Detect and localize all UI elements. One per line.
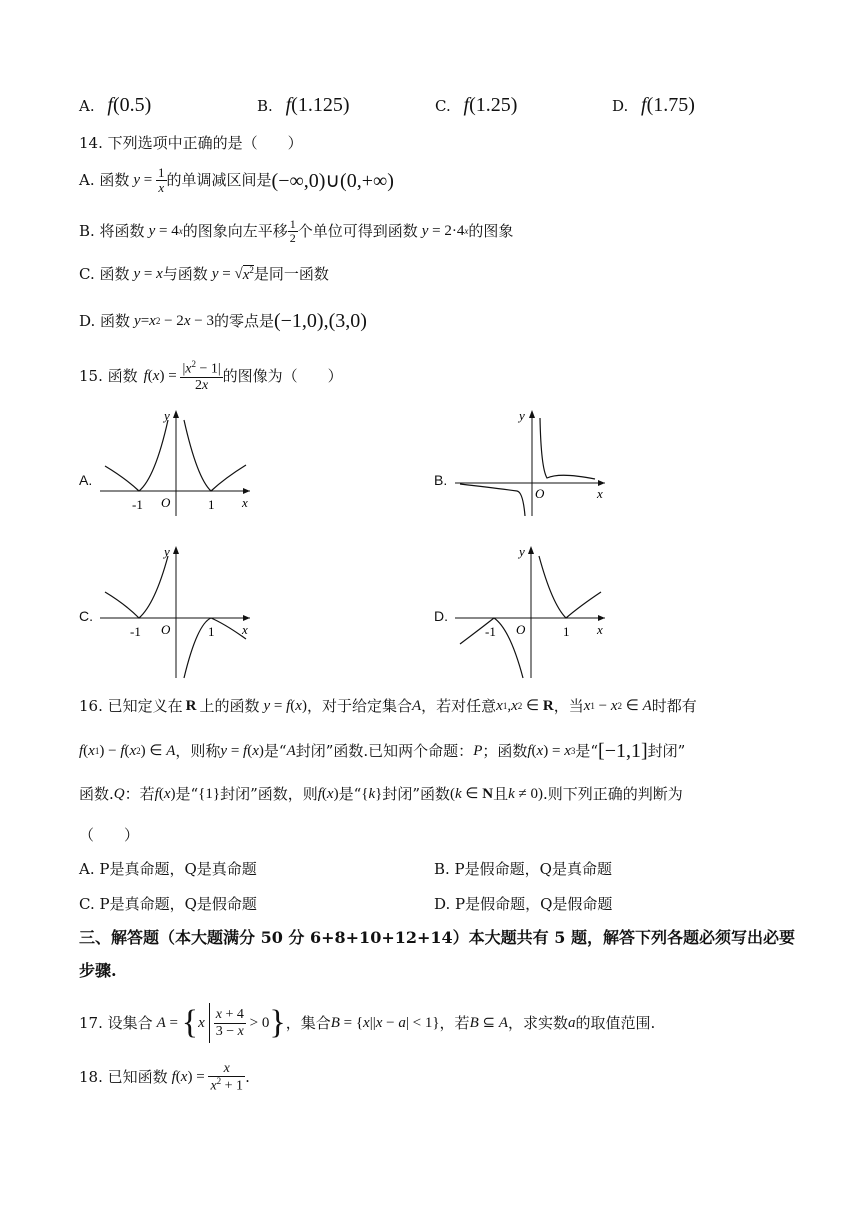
graph-d [455,544,615,680]
y-axis-label: y [519,408,525,423]
x-axis-label: x [242,495,248,510]
q13-option-a: A. f(0.5) [79,94,152,116]
option-label: D. [612,97,629,115]
option-value: 1.75 [653,94,689,116]
graph-a-label: A. [79,472,93,488]
graph-b-label: B. [434,472,448,488]
y-axis-label: y [164,544,170,559]
x-axis-label: x [597,486,603,501]
graph-b [455,408,615,518]
q18: 18. 已知函数 f ( x ) = $\frac{x}{x^2 + 1}$ . [79,1061,250,1095]
section-3-heading-cont: 步骤. [79,961,117,980]
q16-line-1: 16. 已知定义在 R 上的函数 y = f ( x ) ，对于给定集合 A ，若对任意 x 1 , x 2 ∈ R ，当 x 1 − x 2 ∈ A 时都有 [79,697,697,715]
option-label: B. [257,97,273,115]
q16-option-a: A. P是真命题，Q是真命题 [79,860,257,878]
section-3-heading: 三、解答题（本大题满分 50 分 6+8+10+12+14）本大题共有 5 题，解答下列各题必须写出必要 [79,928,795,947]
graph-c [100,544,260,680]
q15-stem: 15. 函数 f ( x ) = $\frac{|x^2 - 1|}{2x}$ 的图像为（ ） [79,359,343,394]
graph-d-label: D. [434,608,448,624]
x-axis-label: x [597,622,603,637]
q14-stem: 14. 下列选项中正确的是（ ） [79,134,303,152]
option-label: A. [79,97,95,115]
q16-line-2: f ( x 1 ) − f ( x 2 ) ∈ A ，则称 y = f ( x ) 是“ A 封闭”函数.已知两个命题： P ；函数 f ( x ) = x 3 是“ [−1,1] 封闭” [79,740,686,762]
q14-option-a: A. 函数 y = $\frac{1}{x}$ 的单调减区间是 (−∞,0)∪(0,+∞) [79,165,394,196]
q13-option-c: C. f(1.25) [435,94,518,116]
q16-line-3: 函数. Q ：若 f ( x ) 是“ {1} 封闭”函数，则 f ( x ) 是“ { k } 封闭”函数 ( k ∈ N 且 k ≠ 0) .则下列正确的判断为 [79,785,683,803]
tick-1: 1 [208,624,215,639]
q13-option-d: D. f(1.75) [612,94,695,116]
option-label: C. [435,97,451,115]
option-value: 1.25 [475,94,511,116]
q16-line-4: （ ） [79,826,140,844]
option-value: 0.5 [119,94,145,116]
origin-label: O [516,622,526,637]
tick-1: 1 [208,497,215,512]
q13-option-b: B. f(1.125) [257,94,350,116]
tick-neg1: -1 [130,624,141,639]
graph-a [100,408,260,518]
q14-option-b: B. 将函数 y = 4 x 的图象向左平移 $\frac{1}{2}$ 个单位可得到函数 y = 2·4 x 的图象 [79,217,514,246]
graph-c-label: C. [79,608,93,624]
option-value: 1.125 [297,94,343,116]
y-axis-label: y [164,408,170,423]
tick-1: 1 [563,624,570,639]
x-axis-label: x [242,622,248,637]
q16-option-d: D. P是假命题，Q是假命题 [434,895,613,913]
q14-option-d: D. 函数 y = x 2 − 2 x − 3 的零点是 (−1,0),(3,0) [79,310,367,332]
q17: 17. 设集合 A = { x $\frac{x + 4}{3 - x}$ > 0 } ，集合 B = { x || x − a | < 1} ，若 B ⊆ A ，求实数 a 的取值范围. [79,1004,656,1041]
tick-neg1: -1 [132,497,143,512]
tick-neg1: -1 [485,624,496,639]
origin-label: O [535,486,545,501]
q14-option-c: C. 函数 y = x 与函数 y = √ $x^2$ 是同一函数 [79,264,329,283]
q16-option-b: B. P是假命题，Q是真命题 [434,860,612,878]
origin-label: O [161,495,171,510]
q16-option-c: C. P是真命题，Q是假命题 [79,895,257,913]
origin-label: O [161,622,171,637]
y-axis-label: y [519,544,525,559]
